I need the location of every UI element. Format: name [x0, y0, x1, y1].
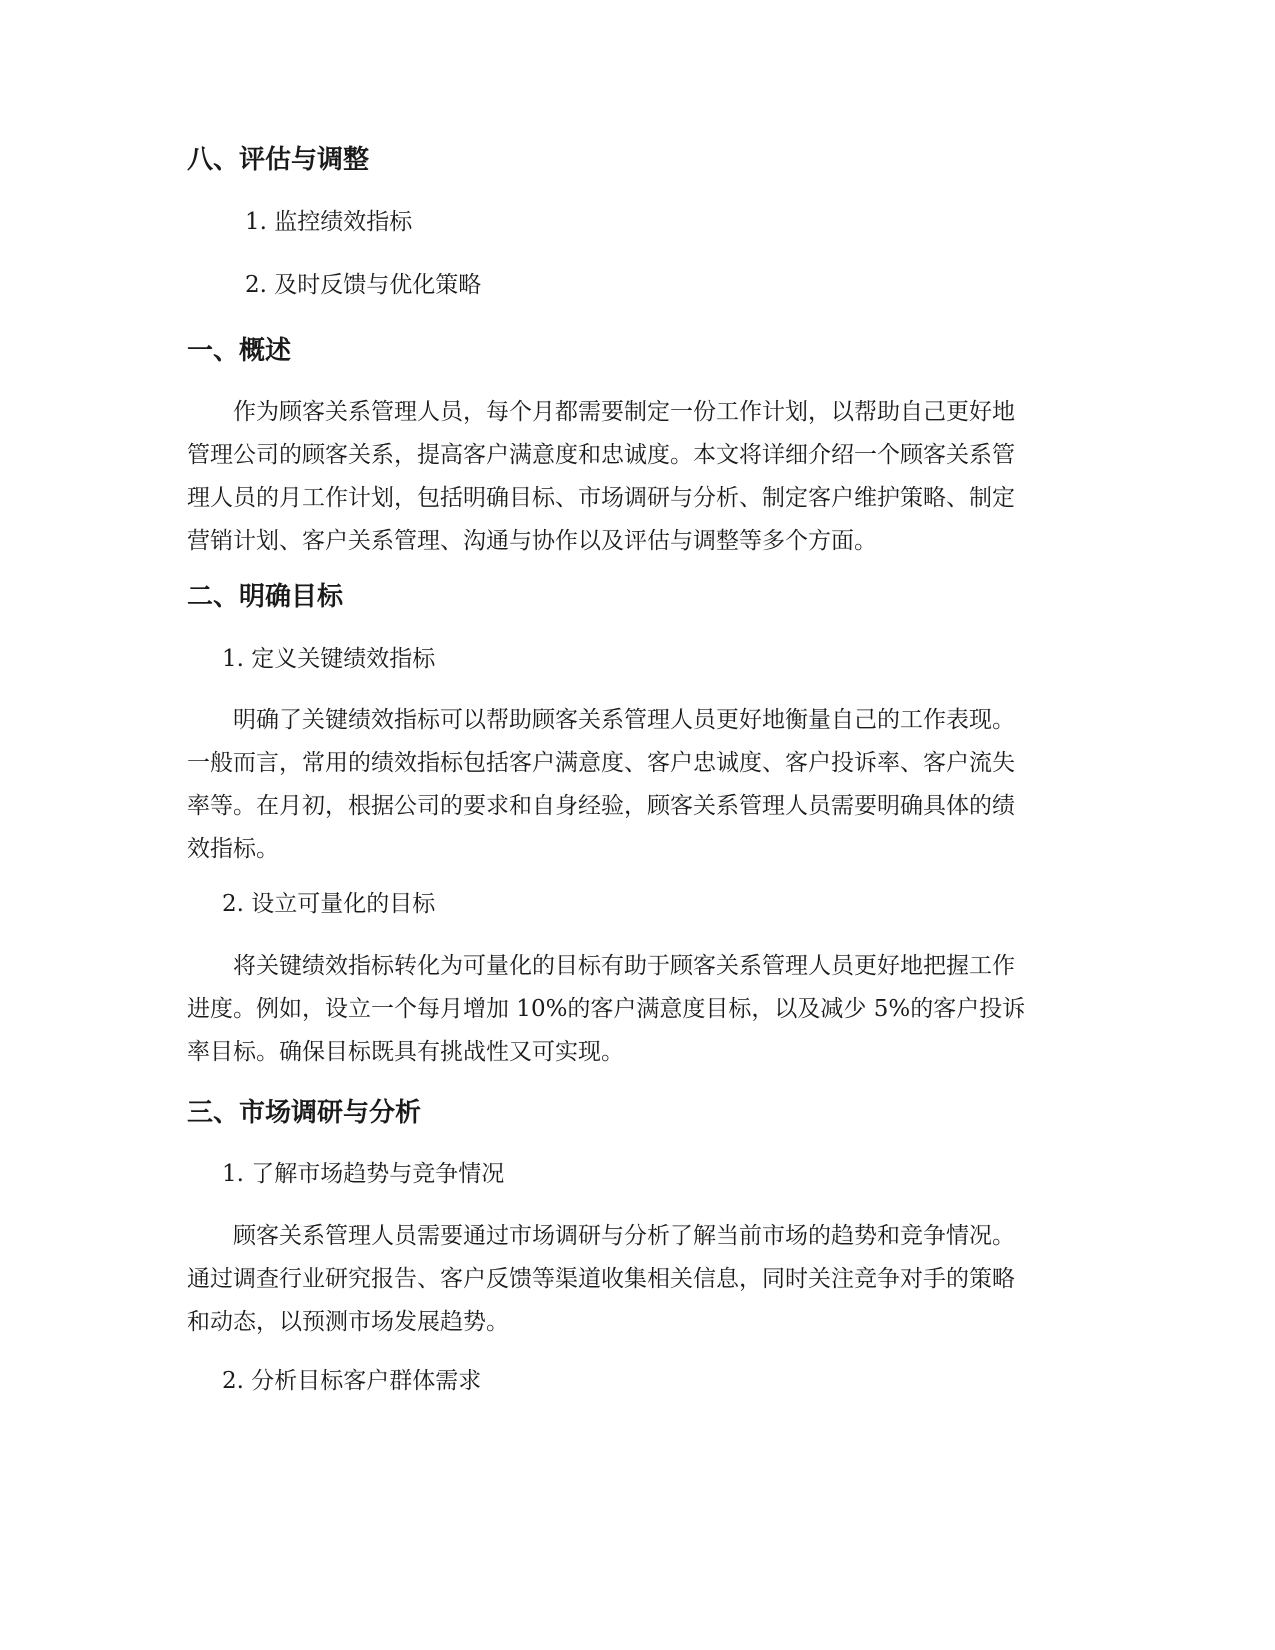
section-heading-evaluation: 八、评估与调整: [187, 145, 370, 175]
paragraph-line: 顾客关系管理人员需要通过市场调研与分析了解当前市场的趋势和竞争情况。: [233, 1223, 1015, 1249]
quantified-goals-paragraph: [187, 945, 1087, 1074]
paragraph-line: 率等。在月初，根据公司的要求和自身经验，顾客关系管理人员需要明确具体的绩: [187, 793, 1015, 819]
paragraph-line: 通过调查行业研究报告、客户反馈等渠道收集相关信息，同时关注竞争对手的策略: [187, 1266, 1015, 1292]
paragraph-line: 一般而言，常用的绩效指标包括客户满意度、客户忠诚度、客户投诉率、客户流失: [187, 750, 1015, 776]
overview-paragraph: [187, 391, 1087, 563]
section-heading-market-research: 三、市场调研与分析: [187, 1098, 422, 1128]
paragraph-line: 效指标。: [187, 836, 279, 862]
kpi-paragraph: [187, 699, 1087, 871]
section-heading-overview: 一、概述: [187, 336, 292, 366]
paragraph-line: 明确了关键绩效指标可以帮助顾客关系管理人员更好地衡量自己的工作表现。: [233, 707, 1015, 733]
section-heading-goals: 二、明确目标: [187, 582, 344, 612]
list-item: 2. 分析目标客户群体需求: [222, 1368, 482, 1394]
paragraph-line: 作为顾客关系管理人员，每个月都需要制定一份工作计划，以帮助自己更好地: [233, 399, 1015, 425]
paragraph-line: 率目标。确保目标既具有挑战性又可实现。: [187, 1039, 624, 1065]
paragraph-line: 理人员的月工作计划，包括明确目标、市场调研与分析、制定客户维护策略、制定: [187, 485, 1015, 511]
list-item: 2. 及时反馈与优化策略: [245, 272, 482, 298]
list-item: 1. 定义关键绩效指标: [222, 646, 436, 672]
paragraph-line: 和动态，以预测市场发展趋势。: [187, 1309, 509, 1335]
list-item: 1. 了解市场趋势与竞争情况: [222, 1161, 505, 1187]
paragraph-line: 营销计划、客户关系管理、沟通与协作以及评估与调整等多个方面。: [187, 528, 877, 554]
paragraph-line: 进度。例如，设立一个每月增加 10%的客户满意度目标，以及减少 5%的客户投诉: [187, 996, 1026, 1022]
paragraph-line: 将关键绩效指标转化为可量化的目标有助于顾客关系管理人员更好地把握工作: [233, 953, 1015, 979]
list-item: 2. 设立可量化的目标: [222, 891, 436, 917]
paragraph-line: 管理公司的顾客关系，提高客户满意度和忠诚度。本文将详细介绍一个顾客关系管: [187, 442, 1015, 468]
market-trends-paragraph: [187, 1215, 1087, 1344]
list-item: 1. 监控绩效指标: [245, 209, 413, 235]
